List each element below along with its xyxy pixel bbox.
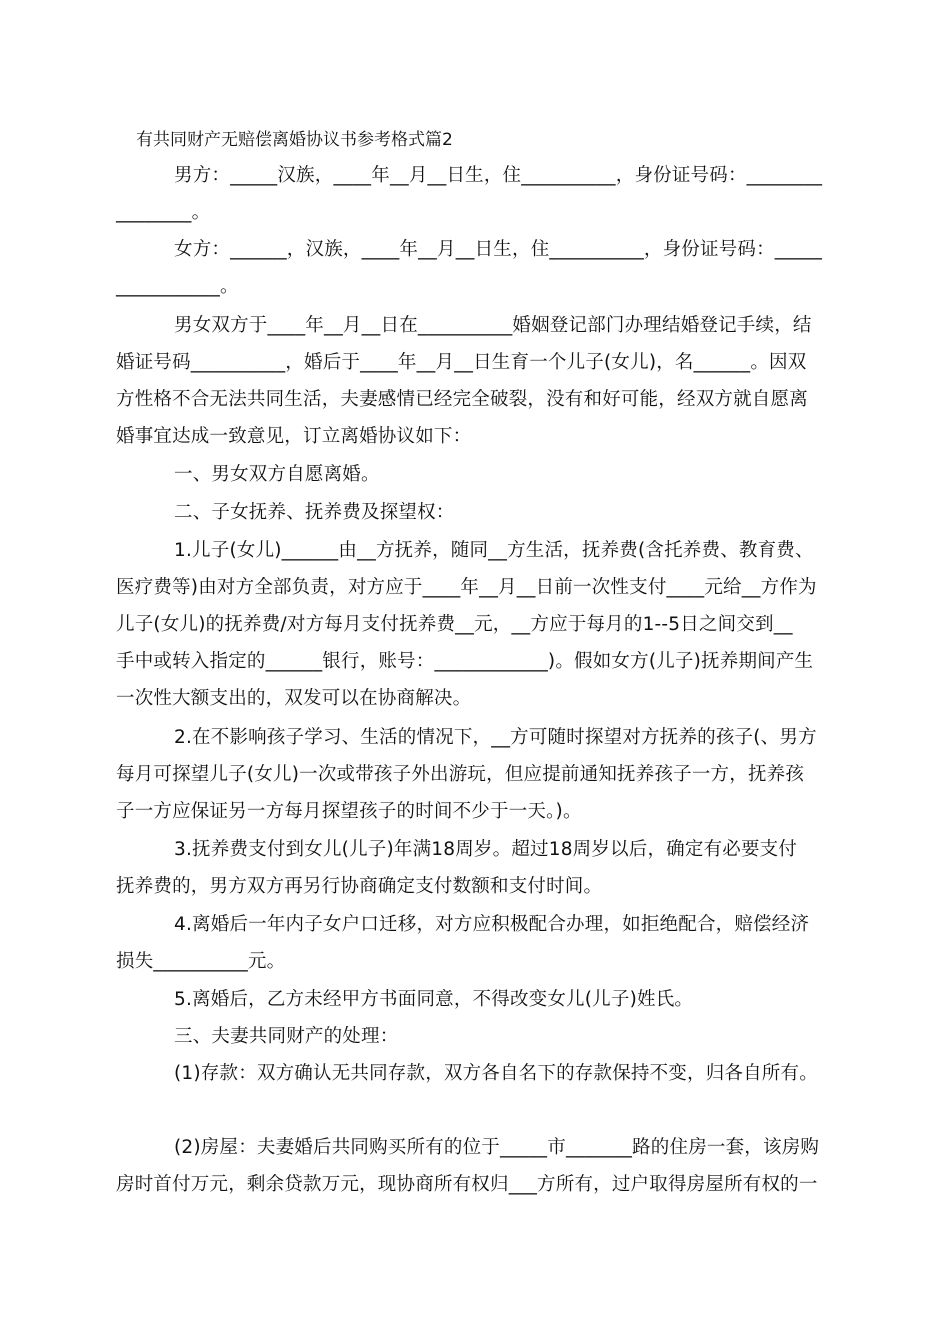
clause-line: 3.抚养费支付到女儿(儿子)年满18周岁。超过18周岁以后，确定有必要支付 — [174, 839, 798, 860]
male-party-line-cont: ________。 — [116, 202, 211, 223]
clause-line: 抚养费的，男方双方再另行协商确定支付数额和支付时间。 — [116, 876, 603, 897]
clause-line: 手中或转入指定的______银行，账号：____________)。假如女方(儿子)抚养期间产生 — [116, 651, 814, 672]
section-heading: 三、夫妻共同财产的处理： — [174, 1026, 399, 1047]
document-title: 有共同财产无赔偿离婚协议书参考格式篇2 — [136, 130, 453, 150]
section-heading: 二、子女抚养、抚养费及探望权： — [174, 502, 455, 523]
body-paragraph-line: 婚事宜达成一致意见，订立离婚协议如下： — [116, 426, 472, 447]
clause-line: 损失__________元。 — [116, 951, 286, 972]
clause-line: (1)存款：双方确认无共同存款，双方各自名下的存款保持不变，归各自所有。 — [174, 1063, 818, 1084]
clause-line: 儿子(女儿)的抚养费/对方每月支付抚养费__元，__方应于每月的1--5日之间交到__ — [116, 614, 793, 635]
body-paragraph-line: 方性格不合无法共同生活，夫妻感情已经完全破裂，没有和好可能，经双方就自愿离 — [116, 389, 808, 410]
clause-line: 一次性大额支出的，双发可以在协商解决。 — [116, 688, 472, 709]
clause-line: 医疗费等)由对方全部负责，对方应于____年__月__日前一次性支付____元给__方作为 — [116, 577, 817, 598]
clause-line: 4.离婚后一年内子女户口迁移，对方应积极配合办理，如拒绝配合，赔偿经济 — [174, 914, 810, 935]
female-party-line: 女方：______，汉族，____年__月__日生，住__________，身份证号码：_____ — [174, 239, 823, 260]
body-paragraph-line: 婚证号码__________，婚后于____年__月__日生育一个儿子(女儿)，名______。因双 — [116, 352, 807, 373]
clause-line: 2.在不影响孩子学习、生活的情况下，__方可随时探望对方抚养的孩子(、男方 — [174, 727, 817, 748]
body-paragraph-line: 男女双方于____年__月__日在__________婚姻登记部门办理结婚登记手续，结 — [174, 315, 812, 336]
section-heading: 一、男女双方自愿离婚。 — [174, 464, 380, 485]
male-party-line: 男方：_____汉族，____年__月__日生，住__________，身份证号码：________ — [174, 165, 823, 186]
clause-line: 1.儿子(女儿)______由__方抚养，随同__方生活，抚养费(含托养费、教育费、 — [174, 540, 814, 561]
clause-line: 子一方应保证另一方每月探望孩子的时间不少于一天。)。 — [116, 801, 582, 822]
female-party-line-cont: ___________。 — [116, 276, 239, 297]
clause-line: 房时首付万元，剩余贷款万元，现协商所有权归___方所有，过户取得房屋所有权的一 — [116, 1174, 818, 1195]
clause-line: 每月可探望儿子(女儿)一次或带孩子外出游玩，但应提前通知抚养孩子一方，抚养孩 — [116, 764, 805, 785]
clause-line: 5.离婚后，乙方未经甲方书面同意，不得改变女儿(儿子)姓氏。 — [174, 989, 694, 1010]
clause-line: (2)房屋：夫妻婚后共同购买所有的位于_____市_______路的住房一套，该房购 — [174, 1137, 820, 1158]
